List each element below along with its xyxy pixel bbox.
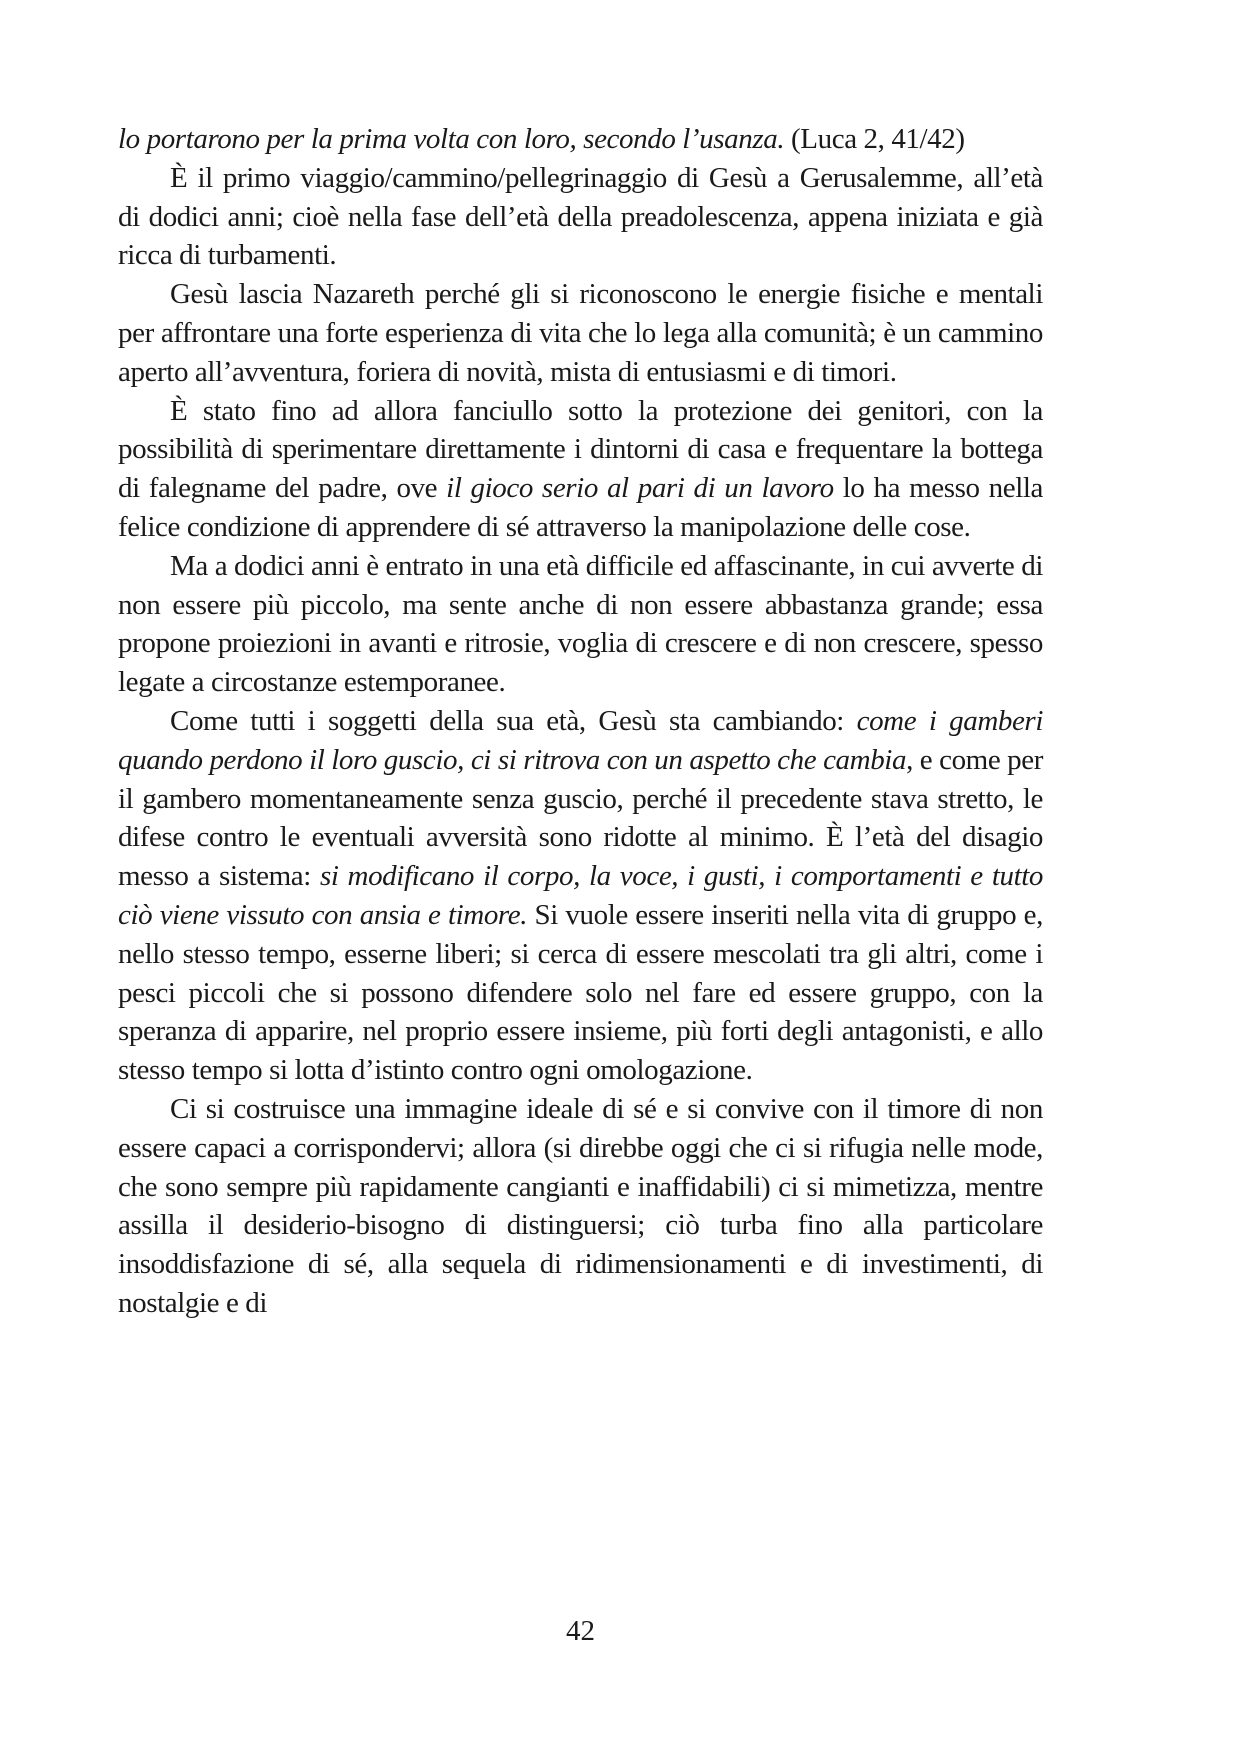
page-number: 42 [566, 1615, 595, 1647]
paragraph [118, 275, 1043, 391]
text-run-italic: come i gamberi quando perdono il loro guscio, ci si ritrova con un aspetto che cambia [118, 704, 1043, 776]
text-run: Si vuole essere inseriti nella vita di gruppo e, nello stesso tempo, esserne liberi; si cerca di essere mescolati tra gli altri, come i pesci piccoli che si possono difendere solo nel fare ed essere gruppo, con la speranza di apparire, nel proprio essere insieme, più forti degli antagonisti, e allo stesso tempo si lotta d’istinto contro ogni omologazione. [118, 898, 1043, 1087]
text-run: lo ha messo nella felice condizione di apprendere di sé attraverso la manipolazione delle cose. [118, 472, 1043, 543]
text-run-italic: si modificano il corpo, la voce, i gusti, i comportamenti e tutto ciò viene vissuto con ansia e timore. [118, 860, 1043, 931]
paragraph [118, 1090, 1043, 1323]
paragraph [118, 159, 1043, 275]
paragraph [118, 702, 1043, 1090]
text-run-italic: il gioco serio al pari di un lavoro [446, 472, 834, 505]
text-run: È stato fino ad allora fanciullo sotto la protezione dei genitori, con la possibilità di sperimentare direttamente i dintorni di casa e frequentare la bottega di falegname del padre, ove [118, 394, 1043, 505]
paragraph [118, 392, 1043, 547]
paragraph [118, 120, 1043, 159]
text-run: È il primo viaggio/cammino/pellegrinaggio di Gesù a Gerusalemme, all’età di dodici anni; cioè nella fase dell’età della preadolescenza, appena iniziata e già ricca di turbamenti. [118, 161, 1043, 272]
text-run: , e come per il gambero momentaneamente senza guscio, perché il precedente stava stretto, le difese contro le eventuali avversità sono ridotte al minimo. È l’età del disagio messo a sistema: [118, 743, 1043, 893]
text-run-italic: lo portarono per la prima volta con loro, secondo l’usanza. [118, 123, 785, 155]
paragraph [118, 547, 1043, 702]
text-run: Ma a dodici anni è entrato in una età difficile ed affascinante, in cui avverte di non essere più piccolo, ma sente anche di non essere abbastanza grande; essa propone proiezioni in avanti e ritrosie, voglia di crescere e di non crescere, spesso legate a circostanze estemporanee. [118, 549, 1043, 699]
text-run: (Luca 2, 41/42) [784, 123, 965, 155]
text-run: Ci si costruisce una immagine ideale di sé e si convive con il timore di non essere capaci a corrispondervi; allora (si direbbe oggi che ci si rifugia nelle mode, che sono sempre più rapidamente cangianti e inaffidabili) ci si mimetizza, mentre assilla il desiderio-bisogno di distinguersi; ciò turba fino alla particolare insoddisfazione di sé, alla sequela di ridimensionamenti e di investimenti, di nostalgie e di [118, 1092, 1043, 1319]
text-run: Gesù lascia Nazareth perché gli si riconoscono le energie fisiche e mentali per affrontare una forte esperienza di vita che lo lega alla comunità; è un cammino aperto all’avventura, foriera di novità, mista di entusiasmi e di timori. [118, 278, 1043, 388]
text-block [118, 120, 1043, 1323]
text-run: Come tutti i soggetti della sua età, Gesù sta cambiando: [170, 704, 857, 737]
